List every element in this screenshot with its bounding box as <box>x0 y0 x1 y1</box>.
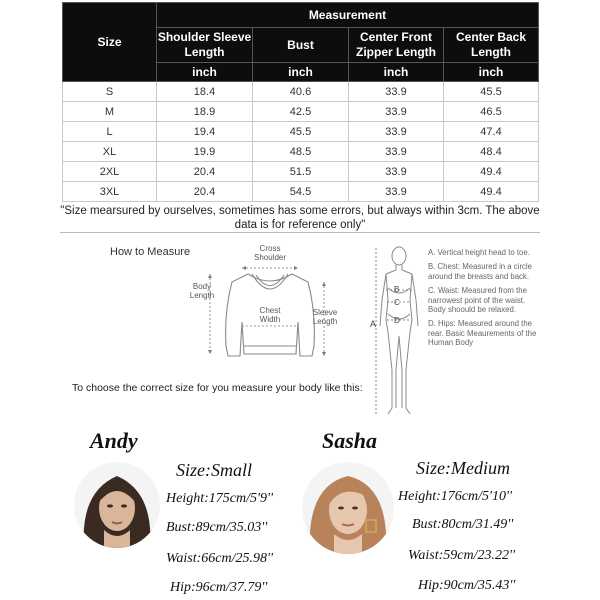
table-row <box>63 82 539 102</box>
table-cell: 19.4 <box>157 122 253 142</box>
model-photo-sasha <box>302 462 394 554</box>
choose-size-instruction: To choose the correct size for you measure your body like this: <box>72 382 363 394</box>
model-name-sasha: Sasha <box>322 428 378 453</box>
table-cell: 33.9 <box>349 102 444 122</box>
portrait-icon <box>302 462 394 554</box>
model-waist-andy: Waist:66cm/25.98'' <box>166 551 273 566</box>
table-cell: 20.4 <box>157 182 253 202</box>
table-cell: 18.4 <box>157 82 253 102</box>
table-cell: 40.6 <box>253 82 349 102</box>
table-cell: 49.4 <box>444 182 539 202</box>
model-height-andy: Height:175cm/5'9'' <box>166 491 273 506</box>
table-cell: 42.5 <box>253 102 349 122</box>
model-size-sasha: Size:Medium <box>416 458 510 478</box>
size-cell: 3XL <box>63 182 157 202</box>
unit-header: inch <box>444 63 539 82</box>
table-cell: 46.5 <box>444 102 539 122</box>
table-row <box>63 142 539 162</box>
model-hip-andy: Hip:96cm/37.79'' <box>170 580 268 595</box>
note-hips: D. Hips: Measured around the rear. Basic Meaurements of the Human Body <box>428 319 537 348</box>
model-photo-andy <box>74 462 160 548</box>
measurement-notes <box>428 248 538 353</box>
table-row <box>63 122 539 142</box>
table-cell: 49.4 <box>444 162 539 182</box>
size-cell: L <box>63 122 157 142</box>
size-cell: XL <box>63 142 157 162</box>
model-size-andy: Size:Small <box>176 460 252 480</box>
table-cell: 48.5 <box>253 142 349 162</box>
table-cell: 51.5 <box>253 162 349 182</box>
portrait-icon <box>74 462 160 548</box>
cross-shoulder-label: Cross Shoulder <box>253 244 287 262</box>
size-cell: 2XL <box>63 162 157 182</box>
table-row <box>63 182 539 202</box>
table-cell: 33.9 <box>349 122 444 142</box>
note-height: A. Vertical height head to toe. <box>428 248 530 257</box>
unit-header: inch <box>253 63 349 82</box>
table-row <box>63 102 539 122</box>
unit-header: inch <box>157 63 253 82</box>
table-row <box>63 162 539 182</box>
table-cell: 47.4 <box>444 122 539 142</box>
note-waist: C. Waist: Measured from the narrowest point of the waist. Body shoould be relaxed. <box>428 286 527 315</box>
column-header: Shoulder Sleeve Length <box>157 28 253 63</box>
size-cell: M <box>63 102 157 122</box>
table-cell: 54.5 <box>253 182 349 202</box>
measurement-header: Measurement <box>157 3 539 28</box>
table-cell: 33.9 <box>349 142 444 162</box>
marker-d: D <box>394 316 400 325</box>
size-cell: S <box>63 82 157 102</box>
how-to-measure-title: How to Measure <box>110 246 191 258</box>
body-length-label: Body Length <box>189 282 215 300</box>
column-header: Center Back Length <box>444 28 539 63</box>
unit-header: inch <box>349 63 444 82</box>
table-cell: 18.9 <box>157 102 253 122</box>
garment-diagram <box>189 242 346 370</box>
sleeve-length-label: Sleeve Length <box>312 308 338 326</box>
table-cell: 45.5 <box>253 122 349 142</box>
model-height-sasha: Height:176cm/5'10'' <box>398 489 512 504</box>
table-cell: 33.9 <box>349 82 444 102</box>
model-name-andy: Andy <box>90 428 138 453</box>
table-note: "Size mearsured by ourselves, sometimes has some errors, but always within 3cm. The above data is for reference only" <box>60 205 540 231</box>
model-hip-sasha: Hip:90cm/35.43'' <box>418 578 516 593</box>
table-cell: 33.9 <box>349 162 444 182</box>
table-cell: 19.9 <box>157 142 253 162</box>
column-header: Bust <box>253 28 349 63</box>
size-chart-table <box>62 2 539 202</box>
table-cell: 20.4 <box>157 162 253 182</box>
marker-a: A <box>370 319 377 329</box>
human-body-icon <box>368 240 430 420</box>
body-measurement-figure <box>368 240 430 420</box>
table-cell: 45.5 <box>444 82 539 102</box>
note-chest: B. Chest: Measured in a circle around the breasts and back. <box>428 262 533 281</box>
table-cell: 48.4 <box>444 142 539 162</box>
model-bust-sasha: Bust:80cm/31.49'' <box>412 517 514 532</box>
model-bust-andy: Bust:89cm/35.03'' <box>166 520 268 535</box>
marker-b: B <box>394 285 400 294</box>
table-cell: 33.9 <box>349 182 444 202</box>
marker-c: C <box>394 298 400 307</box>
chest-width-label: Chest Width <box>259 306 281 324</box>
divider <box>60 232 540 233</box>
column-header: Center Front Zipper Length <box>349 28 444 63</box>
size-header: Size <box>63 3 157 82</box>
model-waist-sasha: Waist:59cm/23.22'' <box>408 548 515 563</box>
